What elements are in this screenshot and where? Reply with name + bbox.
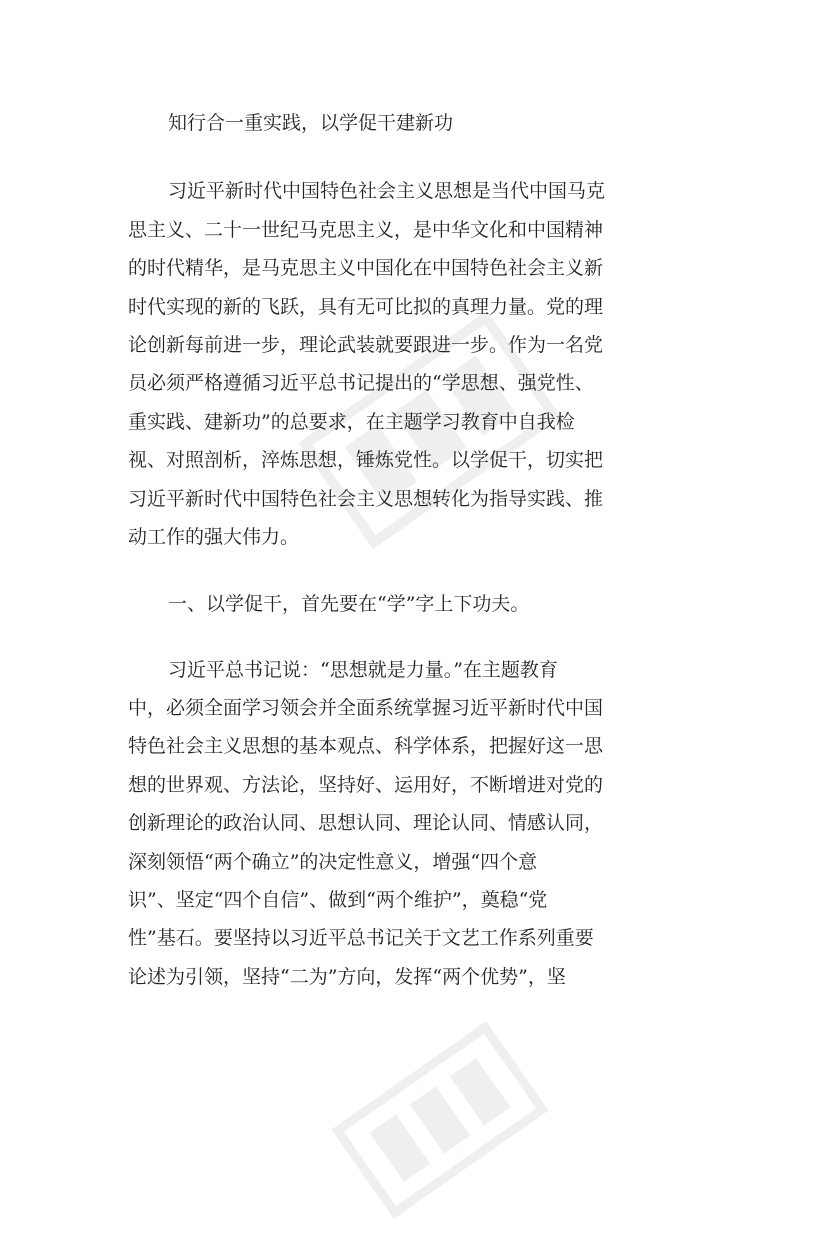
paragraph-2-line: 深刻领悟“两个确立”的决定性意义，增强“四个意 — [128, 850, 538, 873]
paragraph-2-line: 论述为引领，坚持“二为”方向，发挥“两个优势”，坚 — [128, 965, 566, 988]
paragraph-1-line: 习近平新时代中国特色社会主义思想是当代中国马克 — [168, 180, 606, 203]
paragraph-1 — [128, 172, 694, 556]
paragraph-2-line: 习近平总书记说：“思想就是力量。”在主题教育 — [168, 658, 558, 681]
paragraph-2-line: 特色社会主义思想的基本观点、科学体系，把握好这一思 — [128, 735, 604, 758]
paragraph-2-line: 识”、坚定“四个自信”、做到“两个维护”，奠稳“党 — [128, 889, 548, 912]
paragraph-1-line: 论创新每前进一步，理论武装就要跟进一步。作为一名党 — [128, 333, 604, 356]
paragraph-1-line: 习近平新时代中国特色社会主义思想转化为指导实践、推 — [128, 487, 604, 510]
document-title: 知行合一重实践，以学促干建新功 — [168, 112, 454, 134]
paragraph-2-line: 想的世界观、方法论，坚持好、运用好，不断增进对党的 — [128, 773, 604, 796]
paragraph-1-line: 视、对照剖析，淬炼思想，锤炼党性。以学促干，切实把 — [128, 449, 604, 472]
document-body — [128, 104, 694, 996]
paragraph-2-line: 创新理论的政治认同、思想认同、理论认同、情感认同， — [128, 812, 604, 835]
paragraph-1-line: 动工作的强大伟力。 — [128, 525, 300, 548]
paragraph-1-line: 时代实现的新的飞跃，具有无可比拟的真理力量。党的理 — [128, 295, 604, 318]
paragraph-2 — [128, 651, 694, 997]
paragraph-1-line: 的时代精华，是马克思主义中国化在中国特色社会主义新 — [128, 257, 604, 280]
section-heading-1: 一、以学促干，首先要在“学”字上下功夫。 — [168, 593, 530, 616]
paragraph-1-line: 思主义、二十一世纪马克思主义，是中华文化和中国精神 — [128, 218, 604, 241]
paragraph-2-line: 中，必须全面学习领会并全面系统掌握习近平新时代中国 — [128, 697, 604, 720]
paragraph-1-line: 重实践、建新功”的总要求，在主题学习教育中自我检 — [128, 410, 575, 433]
watermark-logo-bottom — [312, 997, 568, 1243]
paragraph-2-line: 性”基石。要坚持以习近平总书记关于文艺工作系列重要 — [128, 927, 594, 950]
paragraph-1-line: 员必须严格遵循习近平总书记提出的“学思想、强党性、 — [128, 372, 594, 395]
